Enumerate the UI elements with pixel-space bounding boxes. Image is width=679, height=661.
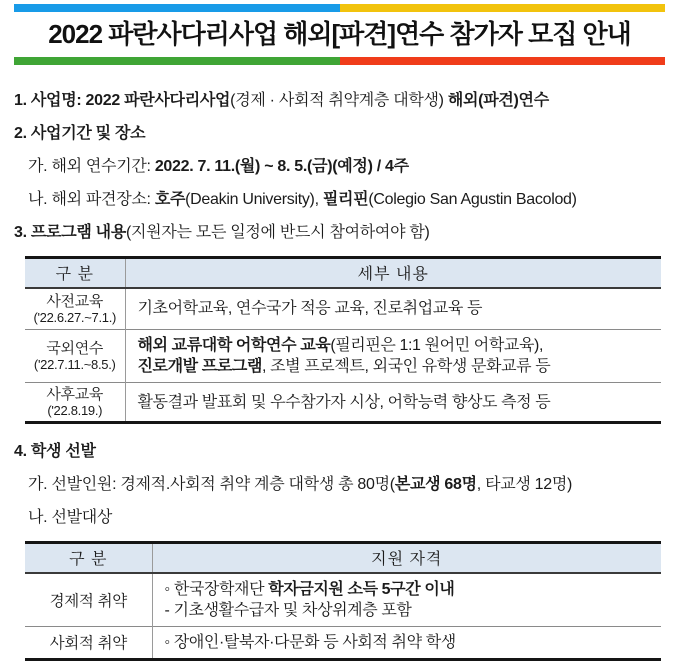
title-top-bar-yellow [340,4,666,12]
post-education-category [25,383,125,423]
overseas-training-detail-line2 [138,356,656,377]
program-table [25,256,661,424]
pre-education-detail-text: 기초어학교육, 연수국가 적응 교육, 진로취업교육 등 [137,300,482,318]
economic-qualification [152,573,661,627]
pre-education-dates: ('22.6.27.~7.1.) [33,309,117,325]
headcount-other-school: , 타교생 12명) [476,476,573,493]
section1-label: 1. 사업명: [14,92,86,109]
section2-title: 2. 사업기간 및 장소 [14,125,146,142]
eligibility-table-header-qualification: 지원 자격 [152,543,661,573]
table-row-economic [25,573,661,627]
page-title: 2022 파란사다리사업 해외[파견]연수 참가자 모집 안내 [48,19,631,49]
location-country1: 호주 [154,191,186,208]
section1-target-note: (경제 · 사회적 취약계층 대학생) [230,92,448,109]
title-bottom-bar [14,57,665,65]
program-table-header-category: 구 분 [25,258,125,288]
overseas-training-detail-line2-bold: 진로개발 프로그램 [137,358,262,375]
post-education-name: 사후교육 [46,386,104,403]
table-row-pre-education [25,288,661,330]
title-bottom-bar-red [340,57,666,65]
post-education-detail [125,383,661,423]
eligibility-table [25,541,661,661]
section4-item-headcount [14,475,665,495]
location-univ2: (Colegio San Agustin Bacolod) [368,191,577,208]
economic-qualification-line1-bold: 학자금지원 소득 5구간 이내 [268,580,455,598]
overseas-training-detail-line1-reg: (필리핀은 1:1 원어민 어학교육), [330,337,544,354]
section2-item-period [14,157,665,177]
section4-title: 4. 학생 선발 [14,443,96,460]
location-univ1: (Deakin University), [185,191,323,208]
eligibility-table-header-row [25,543,661,573]
post-education-detail-text: 활동결과 발표회 및 우수참가자 시상, 어학능력 향상도 측정 등 [137,393,551,411]
pre-education-name: 사전교육 [46,292,104,310]
title-banner [14,4,665,65]
overseas-training-detail-line1 [138,335,656,356]
title-top-bar [14,4,665,12]
economic-category: 경제적 취약 [49,592,127,610]
section3-label: 3. 프로그램 내용 [14,224,126,241]
social-qualification-text: ◦ 장애인·탈북자·다문화 등 사회적 취약 학생 [164,633,456,651]
section3-note: (지원자는 모든 일정에 반드시 참여하여야 함) [125,224,430,241]
table-row-post-education [25,383,661,423]
headcount-own-school: 본교생 68명 [394,476,477,493]
eligibility-table-header-category: 구 분 [25,543,152,573]
period-value: 2022. 7. 11.(월) ~ 8. 5.(금)(예정) / 4주 [154,158,409,175]
section2-item-location [14,190,665,210]
section4-item-eligibility: 나. 선발대상 [28,509,113,526]
overseas-training-detail-line2-reg: , 조별 프로젝트, 외국인 유학생 문화교류 등 [262,358,551,375]
pre-education-detail [125,288,661,330]
economic-qualification-line2: - 기초생활수급자 및 차상위계층 포함 [164,601,412,619]
table-row-social [25,626,661,659]
economic-qualification-line1-reg: ◦ 한국장학재단 [164,580,269,598]
location-label: 나. 해외 파견장소: [28,191,155,208]
program-table-header-detail: 세부 내용 [125,258,661,288]
social-category: 사회적 취약 [25,626,152,659]
section1-program-name: 2022 파란사다리사업 [85,92,231,109]
overseas-training-name: 국외연수 [46,340,104,357]
section1-title [14,91,665,111]
overseas-training-detail [125,330,661,383]
overseas-training-detail-line1-bold: 해외 교류대학 어학연수 교육 [137,337,331,354]
post-education-dates: ('22.8.19.) [47,403,103,418]
social-qualification [152,626,661,659]
overseas-training-category [25,330,125,383]
program-table-header-row [25,258,661,288]
table-row-overseas-training [25,330,661,383]
title-top-bar-blue [14,4,340,12]
overseas-training-dates: ('22.7.11.~8.5.) [33,357,116,372]
location-country2: 필리핀 [322,191,369,208]
headcount-text: 가. 선발인원: 경제적.사회적 취약 계층 대학생 총 80명( [28,476,395,493]
pre-education-category [25,288,125,330]
section1-training-name: 해외(파견)연수 [447,92,549,109]
economic-qualification-line1 [165,579,656,600]
period-label: 가. 해외 연수기간: [28,158,155,175]
title-bottom-bar-green [14,57,340,65]
section3-title [14,223,665,243]
